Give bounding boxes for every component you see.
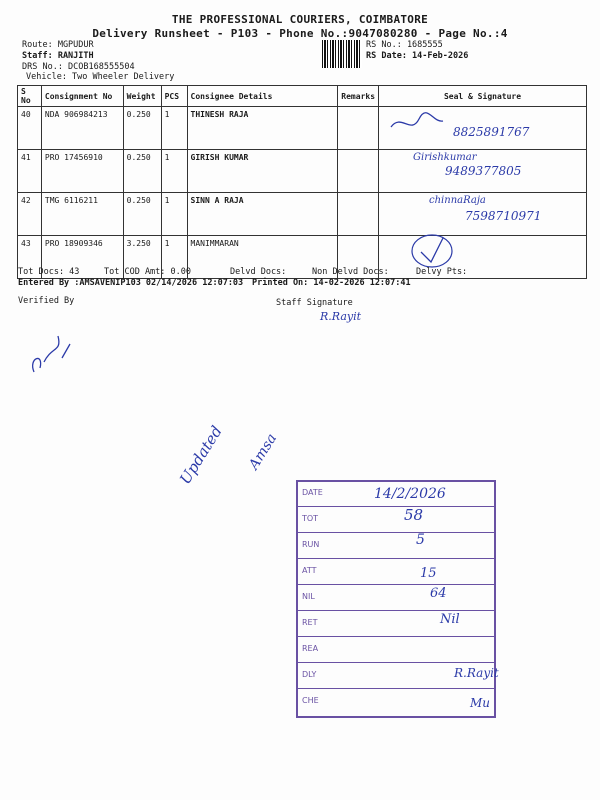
col-remarks-header: Remarks <box>338 86 379 107</box>
cell-consignee: MANIMMARAN <box>187 236 338 279</box>
vehicle-label: Vehicle: Two Wheeler Delivery <box>26 72 175 82</box>
stamp-value-ret: Nil <box>440 612 460 627</box>
cell-remarks <box>338 150 379 193</box>
staff-label: Staff: RANJITH <box>22 51 94 61</box>
stamp-row <box>298 508 494 533</box>
cell-consignee: GIRISH KUMAR <box>187 150 338 193</box>
stamp-row <box>298 560 494 585</box>
handwritten-phone-2: 9489377805 <box>445 164 522 178</box>
table-row <box>18 150 587 193</box>
cell-pcs: 1 <box>161 107 187 150</box>
stamp-label: DLY <box>302 670 317 679</box>
cell-consignment: NDA 906984213 <box>41 107 123 150</box>
entered-by: Entered By :AMSAVENIP103 02/14/2026 12:07:03 <box>18 278 244 288</box>
col-consignment-header: Consignment No <box>41 86 123 107</box>
table-header-row <box>18 86 587 107</box>
stamp-label: REA <box>302 644 319 653</box>
cell-sno: 40 <box>18 107 42 150</box>
stamp-value-che: Mu <box>470 696 491 710</box>
cell-pcs: 1 <box>161 236 187 279</box>
company-title: THE PROFESSIONAL COURIERS, COIMBATORE <box>171 13 429 26</box>
cell-remarks <box>338 107 379 150</box>
stamp-row <box>298 534 494 559</box>
barcode-graphic <box>322 40 362 68</box>
cell-pcs: 1 <box>161 150 187 193</box>
col-sno-header: S No <box>18 86 42 107</box>
cell-weight: 0.250 <box>123 193 161 236</box>
cell-consignment: TMG 6116211 <box>41 193 123 236</box>
verified-by-label: Verified By <box>18 296 75 306</box>
drs-no-label: DRS No.: DCOB168555504 <box>22 62 135 72</box>
cell-consignee: SINN A RAJA <box>187 193 338 236</box>
handwritten-name-3: chinnaRaja <box>429 195 486 206</box>
stamp-value-att: 15 <box>420 566 437 581</box>
stamp-value-date: 14/2/2026 <box>374 486 446 502</box>
table-row <box>18 107 587 150</box>
rs-no-label: RS No.: 1685555 <box>366 40 443 50</box>
stamp-value-dly: R.Rayit <box>454 666 499 680</box>
handwritten-phone-1: 8825891767 <box>453 125 530 139</box>
signature-mark <box>387 109 447 139</box>
handwritten-name-2: Girishkumar <box>413 152 477 163</box>
rs-date-label: RS Date: 14-Feb-2026 <box>366 51 469 61</box>
route-label: Route: MGPUDUR <box>22 40 94 50</box>
verified-scribble <box>26 322 76 382</box>
cell-sno: 41 <box>18 150 42 193</box>
stamp-row <box>298 638 494 663</box>
delvy-pts: Delvy Pts: <box>416 267 468 277</box>
delivery-stamp <box>296 480 496 718</box>
handwritten-phone-3: 7598710971 <box>465 209 542 223</box>
staff-handwritten-signature: R.Rayit <box>320 310 362 323</box>
stamp-value-total: 58 <box>404 506 424 524</box>
stamp-row <box>298 586 494 611</box>
stamp-label: ATT <box>302 566 317 575</box>
stamp-row <box>298 612 494 637</box>
cell-weight: 3.250 <box>123 236 161 279</box>
cell-signature <box>379 150 587 193</box>
cell-signature <box>379 193 587 236</box>
handwritten-update-name: Amsa <box>246 430 281 473</box>
non-delvd-docs: Non Delvd Docs: <box>312 267 389 277</box>
cell-consignment: PRO 18909346 <box>41 236 123 279</box>
cell-remarks <box>338 193 379 236</box>
table-row <box>18 193 587 236</box>
col-pcs-header: PCS <box>161 86 187 107</box>
cell-consignee: THINESH RAJA <box>187 107 338 150</box>
stamp-label: CHE <box>302 696 319 705</box>
staff-signature-label: Staff Signature <box>276 298 353 308</box>
cell-weight: 0.250 <box>123 107 161 150</box>
tot-docs: Tot Docs: 43 <box>18 267 80 277</box>
stamp-label: RET <box>302 618 318 627</box>
printed-on: Printed On: 14-02-2026 12:07:41 <box>252 278 411 288</box>
cell-signature <box>379 236 587 279</box>
col-consignee-header: Consignee Details <box>187 86 338 107</box>
stamp-label: RUN <box>302 540 320 549</box>
cell-weight: 0.250 <box>123 150 161 193</box>
stamp-value-run: 5 <box>416 532 425 548</box>
stamp-row <box>298 690 494 714</box>
runsheet-table <box>17 85 587 279</box>
cell-sno: 42 <box>18 193 42 236</box>
cell-pcs: 1 <box>161 193 187 236</box>
stamp-label: TOT <box>302 514 319 523</box>
tot-cod-amt: Tot COD Amt: 0.00 <box>104 267 191 277</box>
stamp-label: NIL <box>302 592 315 601</box>
table-row <box>18 236 587 279</box>
col-weight-header: Weight <box>123 86 161 107</box>
cell-sno: 43 <box>18 236 42 279</box>
cell-consignment: PRO 17456910 <box>41 150 123 193</box>
signature-mark <box>407 232 457 270</box>
stamp-label: DATE <box>302 488 323 497</box>
delvd-docs: Delvd Docs: <box>230 267 287 277</box>
handwritten-update-note: Updated <box>176 422 226 488</box>
runsheet-title: Delivery Runsheet - P103 - Phone No.:9047080280 - Page No.:4 <box>92 27 508 40</box>
cell-signature <box>379 107 587 150</box>
col-signature-header: Seal & Signature <box>379 86 587 107</box>
stamp-value-nil: 64 <box>430 586 447 601</box>
